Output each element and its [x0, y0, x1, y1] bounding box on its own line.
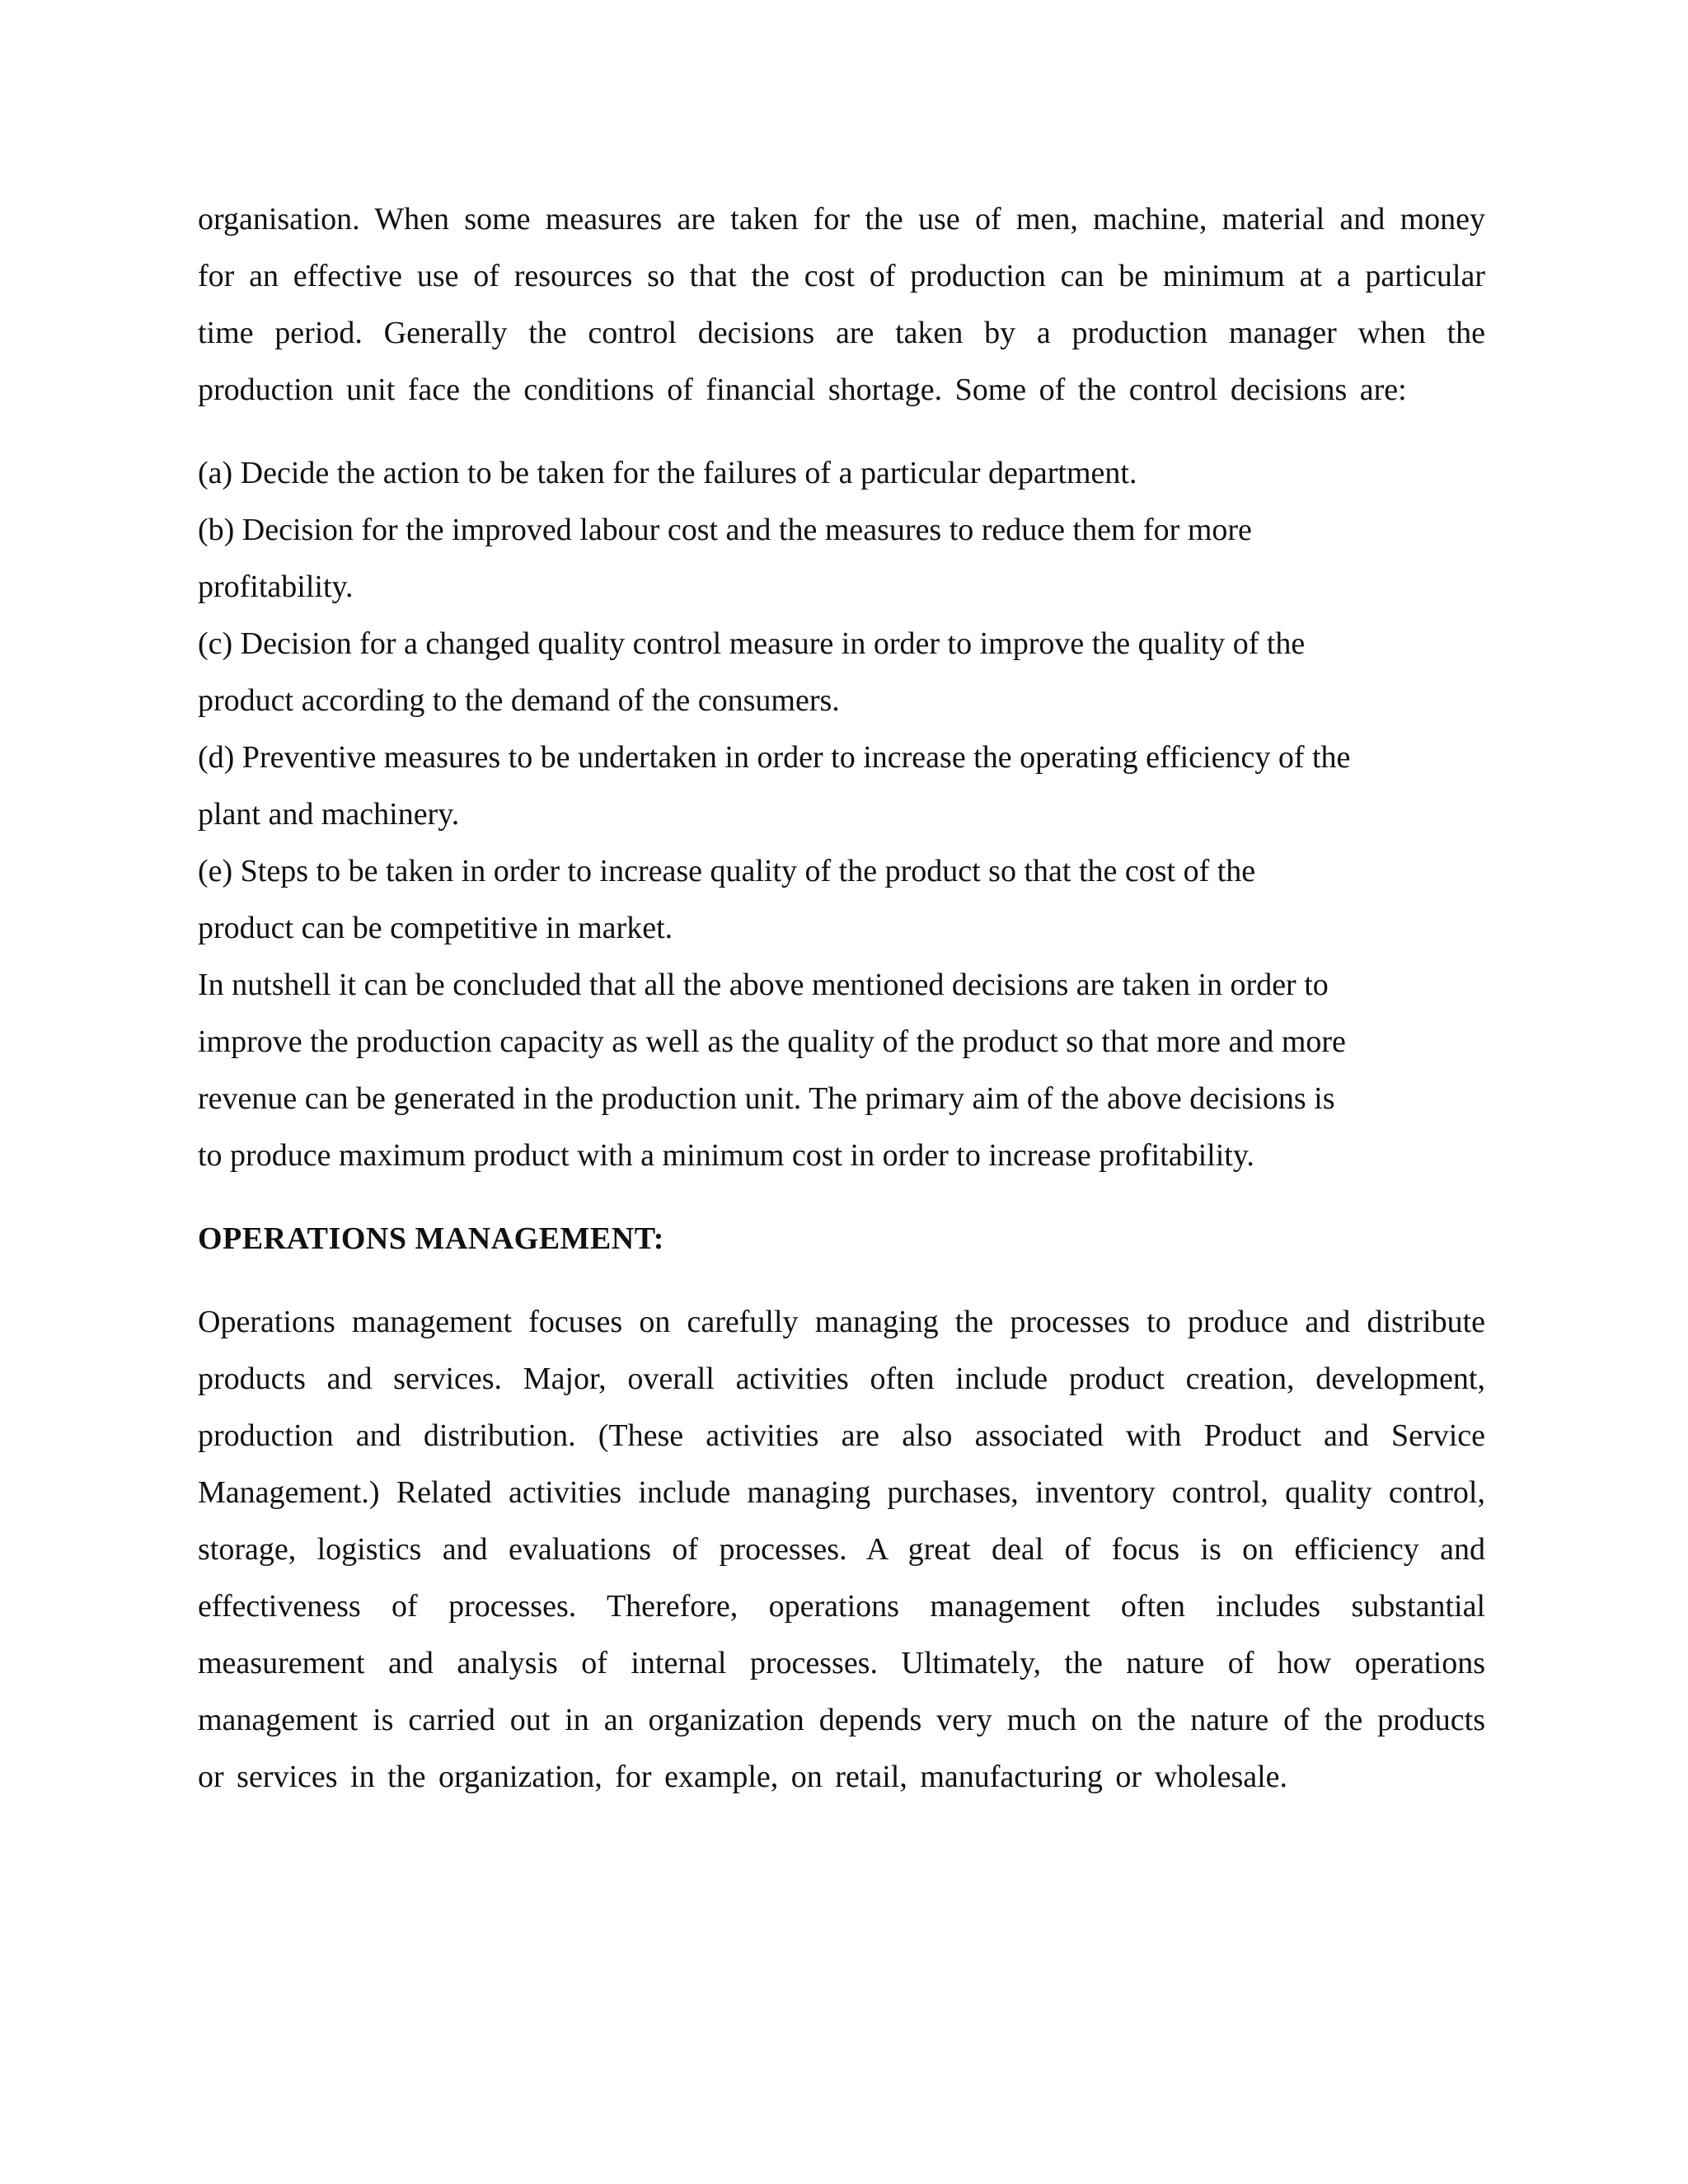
list-item-c: (c) Decision for a changed quality control measure in order to improve the quality of the product according to the demand of the consumers. [198, 626, 1306, 718]
control-decisions-list [198, 445, 1485, 957]
list-item-b: (b) Decision for the improved labour cost and the measures to reduce them for more profitability. [198, 513, 1252, 604]
intro-paragraph: organisation. When some measures are taken for the use of men, machine, material and money for an effective use of resources so that the cost of production can be minimum at a particular time period. Generally the control decisions are taken by a production manager when the production unit face the conditions of financial shortage. Some of the control decisions are: [198, 202, 1485, 407]
operations-paragraph: Operations management focuses on carefully managing the processes to produce and distribute products and services. Major, overall activities often include product creation, development, production and distribution. (These activities are also associated with Product and Service Management.) Related activities include managing purchases, inventory control, quality control, storage, logistics and evaluations of processes. A great deal of focus is on efficiency and effectiveness of processes. Therefore, operations management often includes substantial measurement and analysis of internal processes. Ultimately, the nature of how operations management is carried out in an organization depends very much on the nature of the products or services in the organization, for example, on retail, manufacturing or wholesale. [198, 1305, 1485, 1794]
list-item-a: (a) Decide the action to be taken for the failures of a particular department. [198, 456, 1137, 490]
section-heading: OPERATIONS MANAGEMENT: [198, 1221, 664, 1256]
list-item-d: (d) Preventive measures to be undertaken in order to increase the operating efficiency of the plant and machinery. [198, 740, 1351, 832]
document-page [198, 191, 1485, 1806]
list-item-e: (e) Steps to be taken in order to increase quality of the product so that the cost of the product can be competitive in market. [198, 854, 1256, 945]
conclusion-paragraph: In nutshell it can be concluded that all the above mentioned decisions are taken in order to improve the production capacity as well as the quality of the product so that more and more revenue can be generated in the production unit. The primary aim of the above decisions is to produce maximum product with a minimum cost in order to increase profitability. [198, 968, 1346, 1173]
